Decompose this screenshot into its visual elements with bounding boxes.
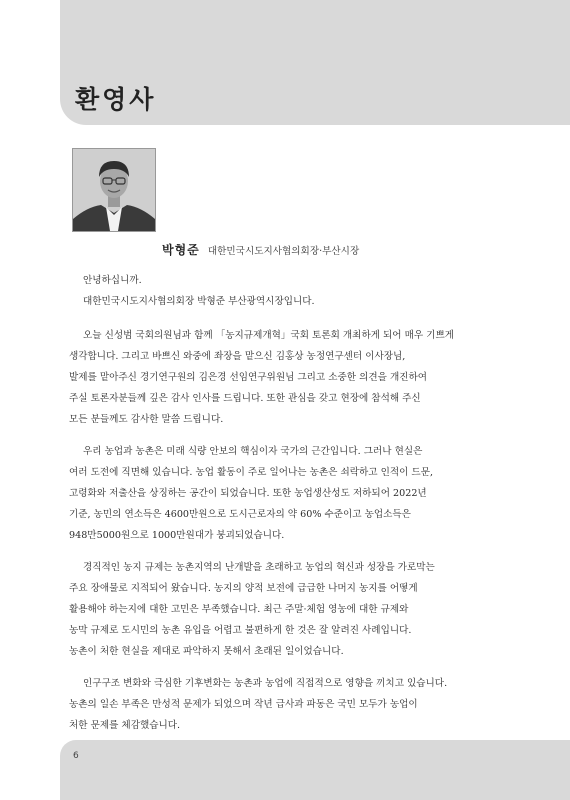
text-line: 주실 토론자분들께 깊은 감사 인사를 드립니다. 또한 관심을 갖고 현장에 참석해 주신 [69, 393, 421, 404]
paragraph [69, 325, 498, 430]
page-title: 환영사 [75, 85, 157, 114]
author-signature [162, 239, 359, 258]
speech-body [69, 270, 498, 736]
text-line: 우리 농업과 농촌은 미래 식량 안보의 핵심이자 국가의 근간입니다. 그러나 현실은 [83, 446, 423, 457]
text-line: 948만5000원으로 1000만원대가 붕괴되었습니다. [69, 530, 285, 541]
paragraph [69, 673, 498, 736]
greeting-line: 안녕하십니까. [83, 275, 142, 286]
paragraph [69, 441, 498, 546]
page-number: 6 [73, 751, 79, 761]
text-line: 여러 도전에 직면해 있습니다. 농업 활동이 주로 일어나는 농촌은 쇠락하고 인적이 드문, [69, 467, 434, 478]
text-line: 주요 장애물로 지적되어 왔습니다. 농지의 양적 보전에 급급한 나머지 농지를 어떻게 [69, 583, 418, 594]
text-line: 고령화와 저출산을 상징하는 공간이 되었습니다. 또한 농업생산성도 저하되어 2022년 [69, 488, 427, 499]
text-line: 농촌의 일손 부족은 만성적 문제가 되었으며 작년 급사과 파동은 국민 모두가 농업이 [69, 699, 418, 710]
text-line: 인구구조 변화와 극심한 기후변화는 농촌과 농업에 직접적으로 영향을 끼치고 있습니다. [83, 678, 448, 689]
text-line: 모든 분들께도 감사한 말씀 드립니다. [69, 414, 224, 425]
text-line: 활용해야 하는지에 대한 고민은 부족했습니다. 최근 주말·체험 영농에 대한 규제와 [69, 604, 409, 615]
author-name: 박형준 [162, 243, 200, 257]
author-title: 대한민국시도지사협의회장·부산시장 [207, 246, 360, 257]
author-photo [72, 148, 156, 232]
text-line: 오늘 신성범 국회의원님과 함께 「농지규제개혁」국회 토론회 개최하게 되어 매우 기쁘게 [83, 330, 454, 341]
text-line: 생각합니다. 그리고 바쁘신 와중에 좌장을 맡으신 김홍상 농정연구센터 이사장님, [69, 351, 406, 362]
text-line: 농촌이 처한 현실을 제대로 파악하지 못해서 초래된 일이었습니다. [69, 646, 344, 657]
text-line: 농막 규제로 도시민의 농촌 유입을 어렵고 불편하게 한 것은 잘 알려진 사례입니다. [69, 625, 412, 636]
text-line: 경직적인 농지 규제는 농촌지역의 난개발을 초래하고 농업의 혁신과 성장을 가로막는 [83, 562, 435, 573]
text-line: 처한 문제를 체감했습니다. [69, 720, 181, 731]
paragraph [69, 557, 498, 662]
greeting-line: 대한민국시도지사협의회장 박형준 부산광역시장입니다. [83, 296, 315, 307]
footer-band [60, 740, 570, 800]
text-line: 기준, 농민의 연소득은 4600만원으로 도시근로자의 약 60% 수준이고 농업소득은 [69, 509, 411, 520]
text-line: 발제를 맡아주신 경기연구원의 김은경 선임연구위원님 그리고 소중한 의견을 개진하여 [69, 372, 428, 383]
